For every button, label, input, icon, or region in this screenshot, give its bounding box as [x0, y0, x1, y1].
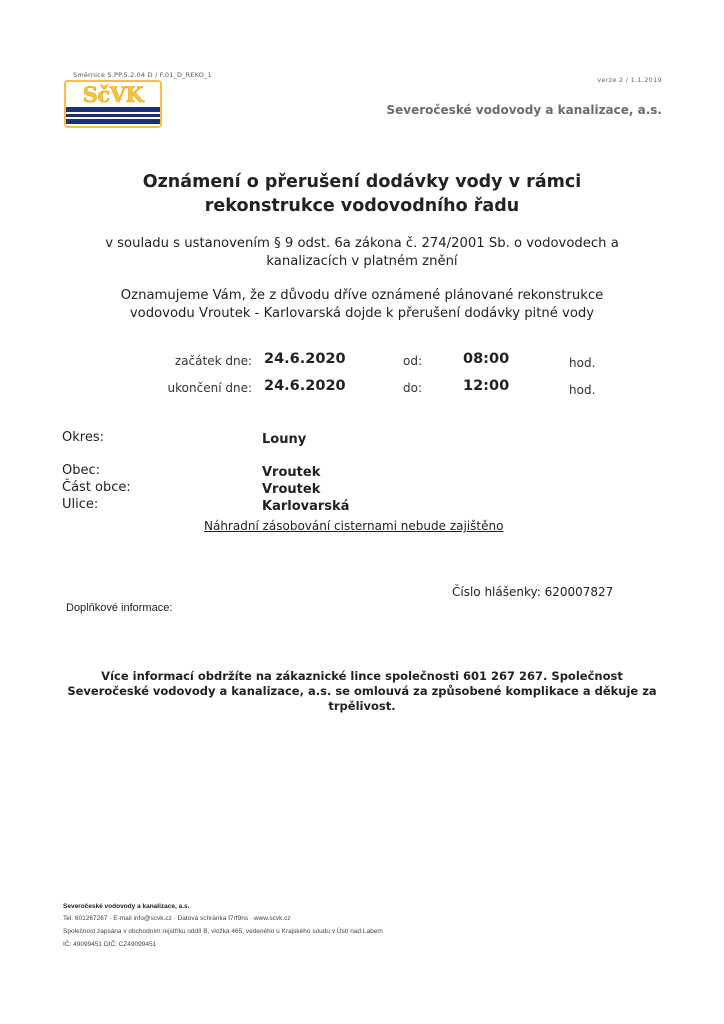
- street-value: Karlovarská: [262, 499, 350, 514]
- municipality-value: Vroutek: [262, 465, 321, 480]
- municipality-part-label: Část obce:: [62, 480, 131, 495]
- contact-info: [0, 669, 724, 714]
- municipality-label: Obec:: [62, 463, 101, 478]
- directive-reference: Směrnice S.PP.5.2.04 D / F.01_D_REKO_1: [73, 71, 212, 79]
- contact-line-2: Severočeské vodovody a kanalizace, a.s. se omlouvá za způsobené komplikace a děkuje za: [67, 684, 657, 698]
- municipality-part-value: Vroutek: [262, 482, 321, 497]
- scvk-logo: [64, 80, 162, 128]
- end-unit: hod.: [569, 383, 596, 397]
- district-label: Okres:: [62, 430, 104, 445]
- substitute-supply-note: Náhradní zásobování cisternami nebude zajištěno: [204, 519, 504, 533]
- company-name: Severočeské vodovody a kanalizace, a.s.: [386, 103, 662, 117]
- footer-company: Severočeské vodovody a kanalizace, a.s.: [63, 903, 190, 910]
- announce-line-1: Oznamujeme Vám, že z důvodu dříve oznámené plánované rekonstrukce: [120, 288, 604, 303]
- start-date: 24.6.2020: [264, 351, 346, 367]
- version-label: verze 2 / 1.1.2019: [597, 76, 662, 84]
- extra-info-label: Doplňkové informace:: [66, 602, 173, 614]
- announce-line-2: vodovodu Vroutek - Karlovarská dojde k přerušení dodávky pitné vody: [129, 306, 595, 321]
- start-time: 08:00: [463, 351, 510, 367]
- footer-registry: Společnost zapsána v obchodním rejstříku oddíl B, vložka 465, vedeného u Krajského soudu v Ústí nad Labem: [63, 928, 383, 935]
- legal-basis: [0, 235, 724, 271]
- end-date-label: ukončení dne:: [167, 381, 252, 395]
- end-time-label: do:: [403, 381, 423, 395]
- title-line-2: rekonstrukce vodovodního řadu: [204, 196, 520, 216]
- start-unit: hod.: [569, 356, 596, 370]
- logo-stripes: [66, 107, 160, 126]
- end-date: 24.6.2020: [264, 378, 346, 394]
- footer-contacts: Tel. 601267267 · E-mail info@scvk.cz · Datová schránka f7rf9ns · www.scvk.cz: [63, 915, 291, 922]
- start-date-label: začátek dne:: [174, 354, 252, 368]
- contact-line-3: trpělivost.: [328, 699, 396, 713]
- legal-line-1: v souladu s ustanovením § 9 odst. 6a zákona č. 274/2001 Sb. o vodovodech a: [105, 236, 619, 251]
- title-line-1: Oznámení o přerušení dodávky vody v rámci: [142, 172, 582, 192]
- legal-line-2: kanalizacích v platném znění: [266, 254, 458, 269]
- district-value: Louny: [262, 432, 307, 447]
- end-time: 12:00: [463, 378, 510, 394]
- street-label: Ulice:: [62, 497, 99, 512]
- announcement: [0, 287, 724, 323]
- logo-text: SčVK: [82, 82, 144, 107]
- footer-ids: IČ: 49099451 DIČ: CZ49099451: [63, 941, 157, 948]
- ticket-number: Číslo hlášenky: 620007827: [452, 585, 614, 599]
- start-time-label: od:: [403, 354, 423, 368]
- notice-title: [0, 170, 724, 218]
- contact-line-1: Více informací obdržíte na zákaznické lince společnosti 601 267 267. Společnost: [101, 669, 623, 683]
